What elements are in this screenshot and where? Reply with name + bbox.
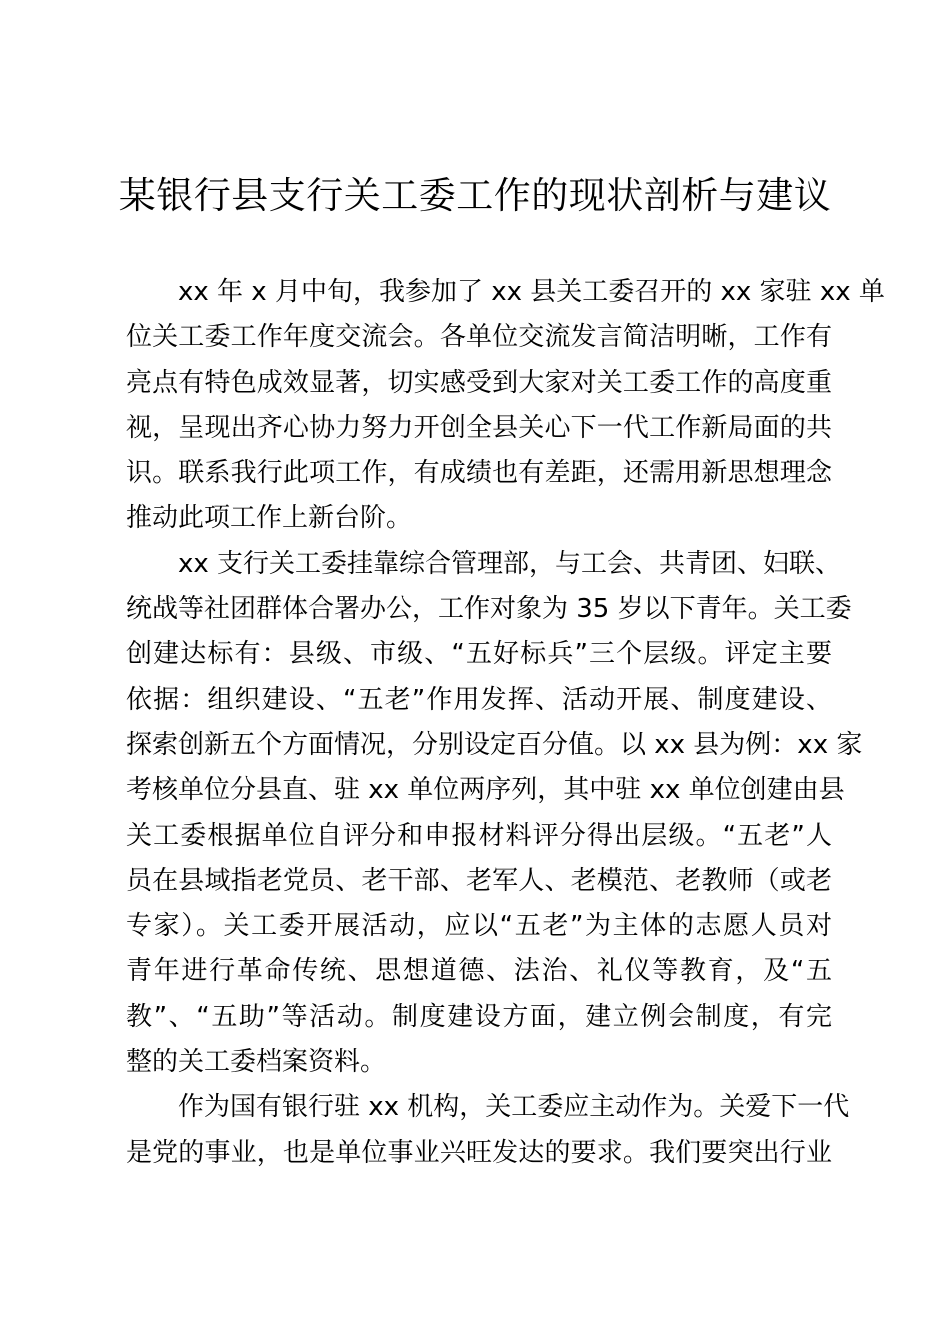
paragraph-line: 亮点有特色成效显著，切实感受到大家对关工委工作的高度重 <box>126 367 832 398</box>
paragraph-1 <box>126 270 885 542</box>
paragraph-line: 统战等社团群体合署办公，工作对象为 35 岁以下青年。关工委 <box>126 594 852 625</box>
paragraph-line: 青年进行革命传统、思想道德、法治、礼仪等教育，及“五 <box>126 956 832 987</box>
paragraph-line: 是党的事业，也是单位事业兴旺发达的要求。我们要突出行业 <box>126 1137 832 1168</box>
paragraph-line: 关工委根据单位自评分和申报材料评分得出层级。“五老”人 <box>126 820 832 851</box>
paragraph-line: 识。联系我行此项工作，有成绩也有差距，还需用新思想理念 <box>126 458 832 489</box>
paragraph-line: 专家）。关工委开展活动，应以“五老”为主体的志愿人员对 <box>126 911 832 942</box>
paragraph-line: 教”、“五助”等活动。制度建设方面，建立例会制度，有完 <box>126 1001 832 1032</box>
paragraph-line: 探索创新五个方面情况，分别设定百分值。以 xx 县为例：xx 家 <box>126 729 863 760</box>
paragraph-3 <box>126 1085 850 1176</box>
document-title: 某银行县支行关工委工作的现状剖析与建议 <box>118 174 832 217</box>
paragraph-line: 员在县域指老党员、老干部、老军人、老模范、老教师（或老 <box>126 865 832 896</box>
paragraph-2 <box>126 542 863 1086</box>
paragraph-line: 依据：组织建设、“五老”作用发挥、活动开展、制度建设、 <box>126 684 832 715</box>
paragraph-line: 作为国有银行驻 xx 机构，关工委应主动作为。关爱下一代 <box>178 1092 850 1123</box>
paragraph-line: xx 支行关工委挂靠综合管理部，与工会、共青团、妇联、 <box>178 548 842 579</box>
paragraph-line: xx 年 x 月中旬，我参加了 xx 县关工委召开的 xx 家驻 xx 单 <box>178 277 885 307</box>
paragraph-line: 视，呈现出齐心协力努力开创全县关心下一代工作新局面的共 <box>126 412 832 443</box>
paragraph-line: 整的关工委档案资料。 <box>126 1047 387 1078</box>
document-body <box>126 270 885 1176</box>
paragraph-line: 推动此项工作上新台阶。 <box>126 503 413 534</box>
paragraph-line: 位关工委工作年度交流会。各单位交流发言简洁明晰，工作有 <box>126 322 832 353</box>
paragraph-line: 创建达标有：县级、市级、“五好标兵”三个层级。评定主要 <box>126 639 832 670</box>
paragraph-line: 考核单位分县直、驻 xx 单位两序列，其中驻 xx 单位创建由县 <box>126 775 845 806</box>
